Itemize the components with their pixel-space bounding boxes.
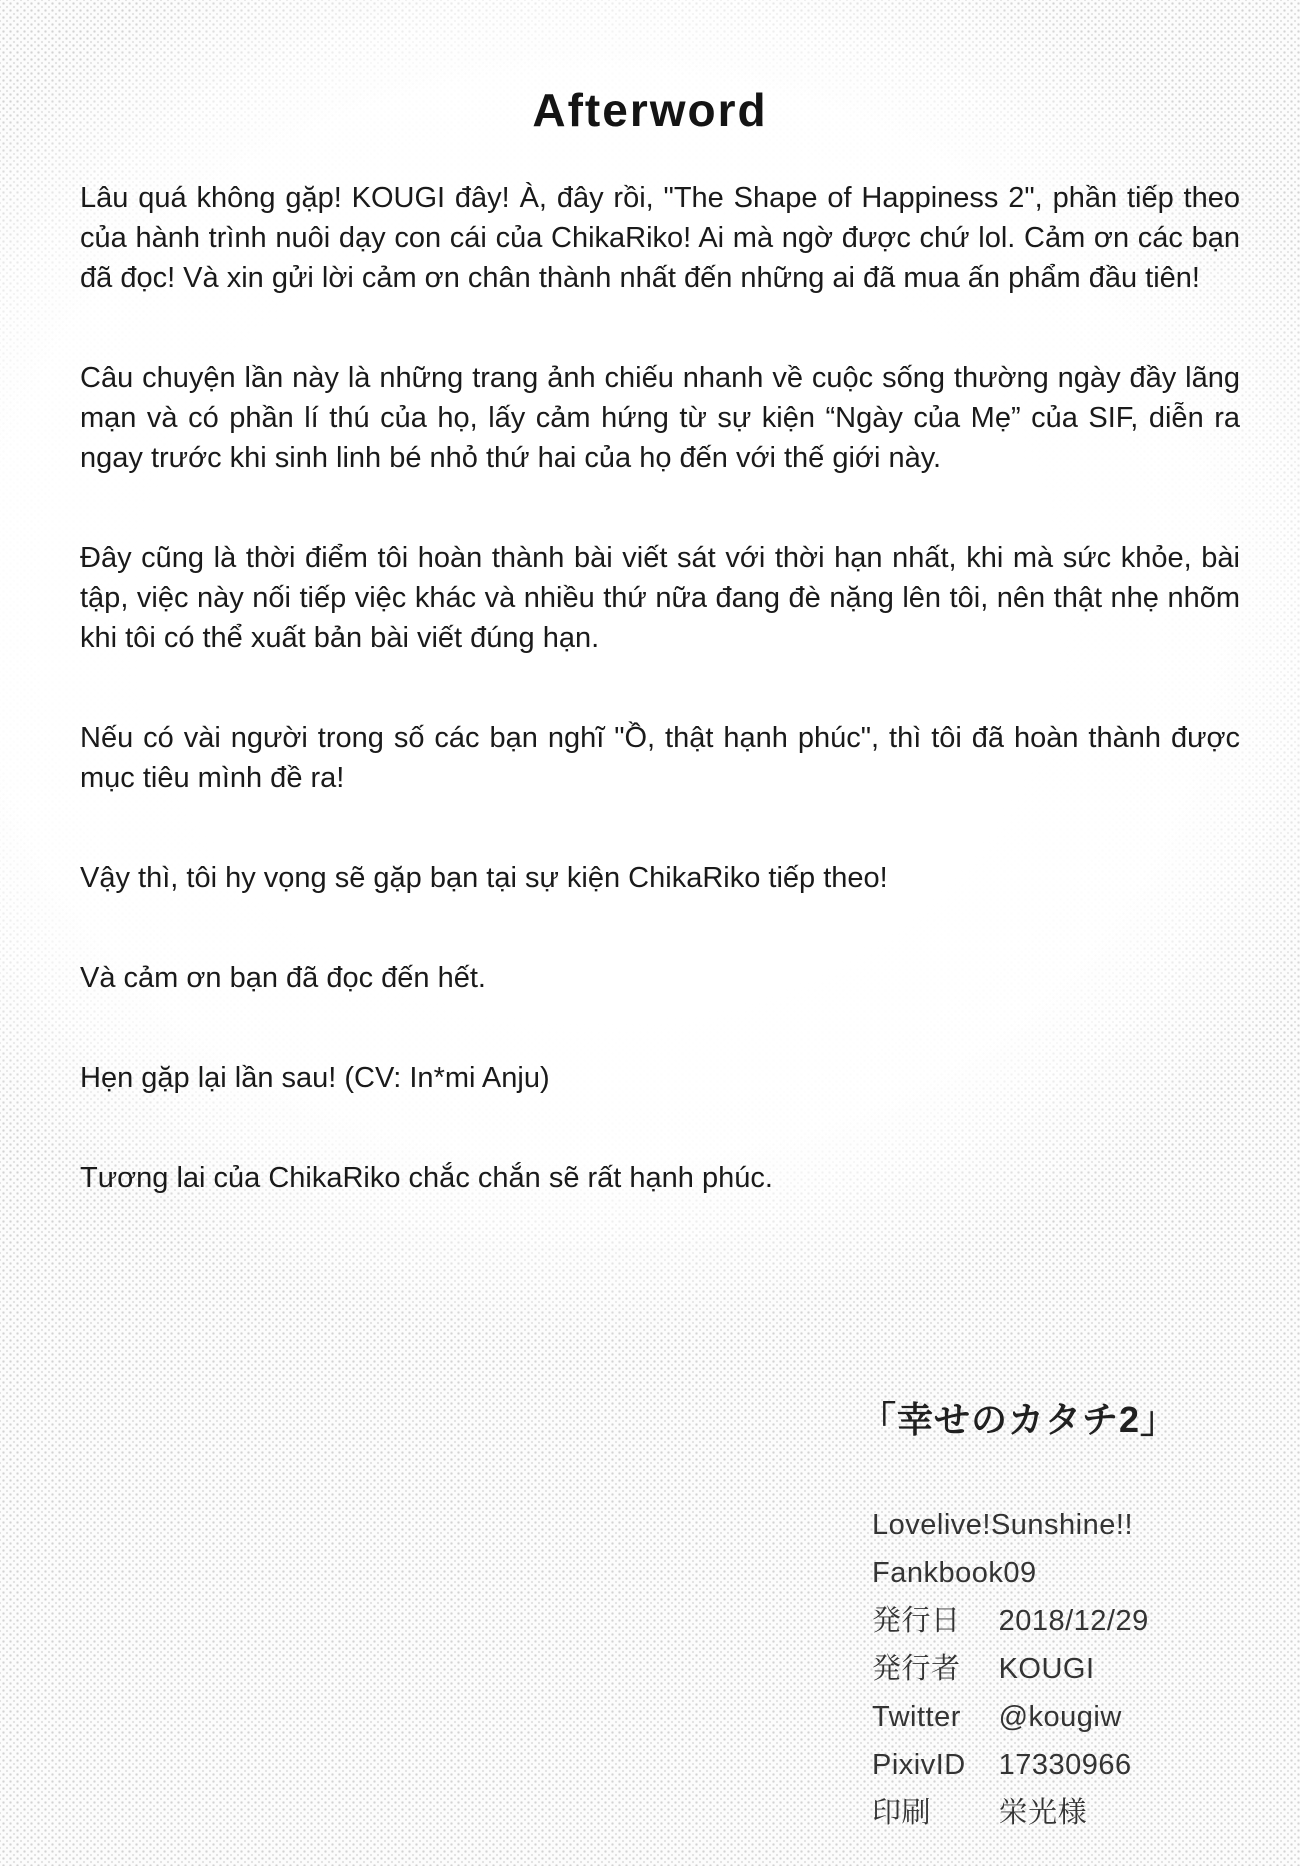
printer-label: 印刷 — [872, 1797, 932, 1829]
pixiv-label: PixivID — [872, 1749, 966, 1781]
twitter-handle: @kougiw — [998, 1701, 1122, 1733]
afterword-paragraph-4: Nếu có vài người trong số các bạn nghĩ "Ồ, thật hạnh phúc", thì tôi đã hoàn thành được mục tiêu mình đề ra! — [80, 722, 1240, 794]
printer-name: 栄光様 — [998, 1797, 1088, 1829]
afterword-paragraph-3: Đây cũng là thời điểm tôi hoàn thành bài viết sát với thời hạn nhất, khi mà sức khỏe, bài tập, việc này nối tiếp việc khác và nhiều thứ nữa đang đè nặng lên tôi, nên thật nhẹ nhõm khi tôi có thể xuất bản bài viết đúng hạn. — [80, 542, 1240, 654]
publish-date-value: 2018/12/29 — [998, 1605, 1149, 1637]
afterword-paragraph-2: Câu chuyện lần này là những trang ảnh chiếu nhanh về cuộc sống thường ngày đầy lãng mạn và có phần lí thú của họ, lấy cảm hứng từ sự kiện “Ngày của Mẹ” của SIF, diễn ra ngay trước khi sinh linh bé nhỏ thứ hai của họ đến với thế giới này. — [80, 362, 1240, 474]
afterword-paragraph-5: Vậy thì, tôi hy vọng sẽ gặp bạn tại sự kiện ChikaRiko tiếp theo! — [80, 862, 888, 894]
page-title: Afterword — [532, 83, 768, 136]
colophon-series — [872, 1501, 1272, 1549]
afterword-body — [80, 178, 1240, 1198]
colophon-entry-publish-date — [872, 1597, 1272, 1645]
afterword-paragraph-7: Hẹn gặp lại lần sau! (CV: In*mi Anju) — [80, 1062, 550, 1094]
pixiv-id: 17330966 — [998, 1749, 1132, 1781]
colophon-entry-twitter — [872, 1693, 1272, 1741]
twitter-label: Twitter — [872, 1701, 961, 1733]
colophon-entry-pixiv — [872, 1741, 1272, 1789]
colophon — [860, 1392, 1272, 1837]
colophon-entry-printer — [872, 1789, 1272, 1837]
publish-date-label: 発行日 — [872, 1605, 961, 1637]
publisher-label: 発行者 — [872, 1653, 961, 1685]
series-name: Lovelive!Sunshine!! — [872, 1509, 1133, 1541]
book-number: Fankbook09 — [872, 1557, 1037, 1589]
book-title: 「幸せのカタチ2」 — [860, 1399, 1178, 1440]
publisher-value: KOUGI — [998, 1653, 1095, 1685]
afterword-paragraph-1: Lâu quá không gặp! KOUGI đây! À, đây rồi, "The Shape of Happiness 2", phần tiếp theo của hành trình nuôi dạy con cái của ChikaRiko! Ai mà ngờ được chứ lol. Cảm ơn các bạn đã đọc! Và xin gửi lời cảm ơn chân thành nhất đến những ai đã mua ấn phẩm đầu tiên! — [80, 182, 1240, 294]
colophon-entry-publisher — [872, 1645, 1272, 1693]
colophon-rows — [872, 1501, 1272, 1837]
colophon-book-number — [872, 1549, 1272, 1597]
afterword-paragraph-8: Tương lai của ChikaRiko chắc chắn sẽ rất hạnh phúc. — [80, 1162, 773, 1194]
afterword-paragraph-6: Và cảm ơn bạn đã đọc đến hết. — [80, 962, 486, 994]
